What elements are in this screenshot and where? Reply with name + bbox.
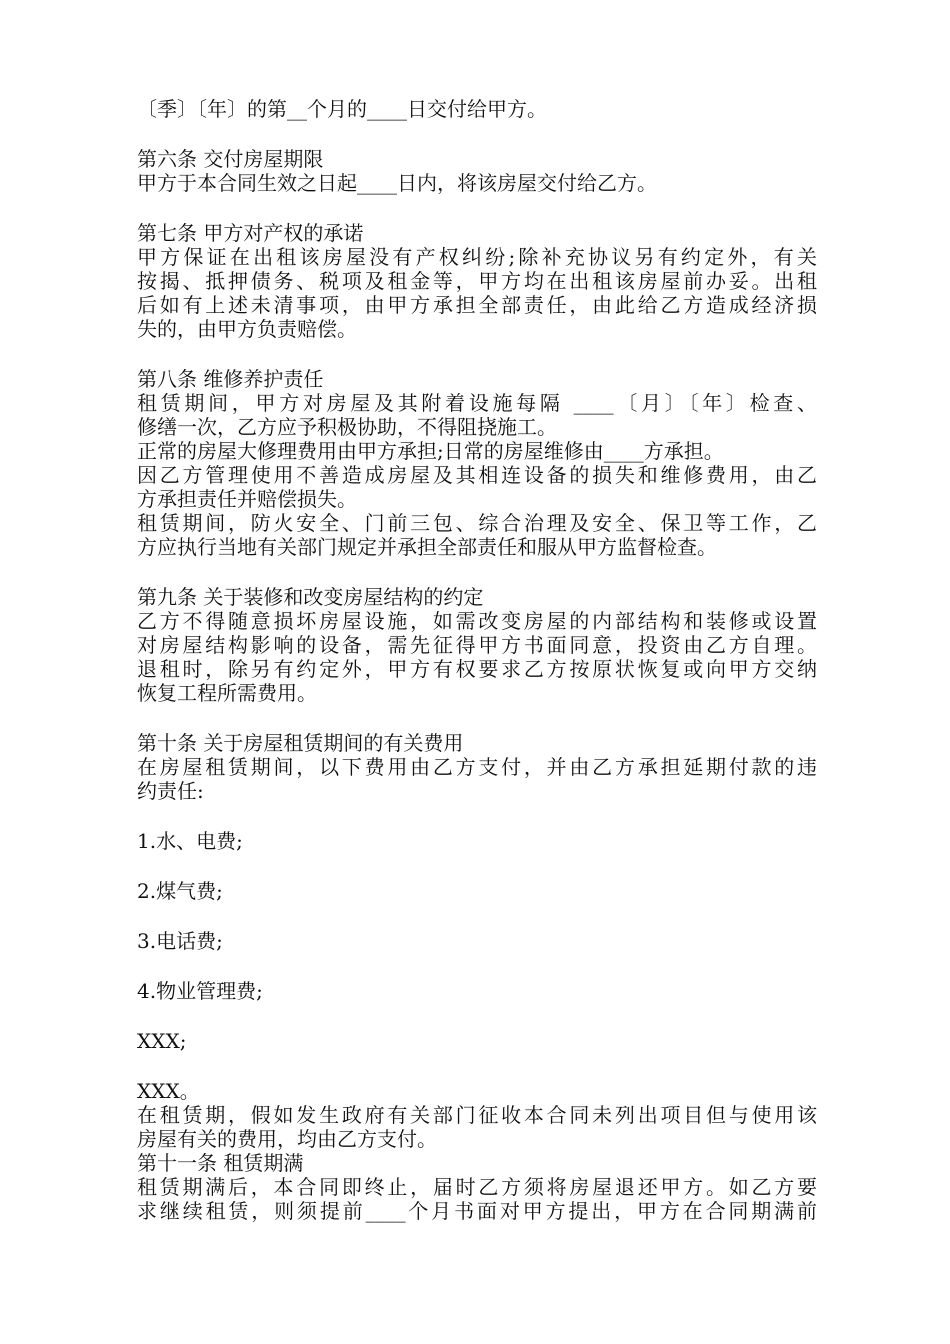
text-line: 方应执行当地有关部门规定并承担全部责任和服从甲方监督检查。 [137, 535, 717, 559]
text-line: 因乙方管理使用不善造成房屋及其相连设备的损失和维修费用，由乙 [137, 463, 817, 487]
text-line: 正常的房屋大修理费用由甲方承担;日常的房屋维修由____方承担。 [137, 439, 724, 463]
list-item: XXX。 [137, 1079, 200, 1103]
section-heading-article-11: 第十一条 租赁期满 [137, 1151, 304, 1175]
text-line: 退租时，除另有约定外，甲方有权要求乙方按原状恢复或向甲方交纳 [137, 657, 817, 681]
text-line: 方承担责任并赔偿损失。 [137, 487, 357, 511]
section-heading-article-6: 第六条 交付房屋期限 [137, 147, 324, 171]
list-item: 3.电话费; [137, 929, 223, 953]
document-page [137, 97, 817, 1223]
text-line: 甲方于本合同生效之日起____日内，将该房屋交付给乙方。 [137, 171, 657, 195]
text-line: 对房屋结构影响的设备，需先征得甲方书面同意，投资由乙方自理。 [137, 633, 817, 657]
text-line: 〔季〕〔年〕的第__个月的____日交付给甲方。 [137, 97, 547, 121]
text-line: 恢复工程所需费用。 [137, 681, 317, 705]
list-item: 2.煤气费; [137, 879, 223, 903]
text-line: 求继续租赁，则须提前____个月书面对甲方提出，甲方在合同期满前 [137, 1199, 817, 1223]
text-line: 失的，由甲方负责赔偿。 [137, 317, 357, 341]
section-heading-article-7: 第七条 甲方对产权的承诺 [137, 221, 364, 245]
list-item: 4.物业管理费; [137, 979, 263, 1003]
text-line: 租赁期间，防火安全、门前三包、综合治理及安全、保卫等工作，乙 [137, 511, 817, 535]
text-line: 修缮一次，乙方应予积极协助，不得阻挠施工。 [137, 415, 557, 439]
text-line: 按揭、抵押债务、税项及租金等，甲方均在出租该房屋前办妥。出租 [137, 269, 817, 293]
list-item: XXX; [137, 1029, 187, 1053]
text-line: 房屋有关的费用，均由乙方支付。 [137, 1127, 437, 1151]
section-heading-article-10: 第十条 关于房屋租赁期间的有关费用 [137, 731, 464, 755]
text-line: 乙方不得随意损坏房屋设施，如需改变房屋的内部结构和装修或设置 [137, 609, 817, 633]
section-heading-article-9: 第九条 关于装修和改变房屋结构的约定 [137, 585, 484, 609]
text-line: 在租赁期，假如发生政府有关部门征收本合同未列出项目但与使用该 [137, 1103, 817, 1127]
section-heading-article-8: 第八条 维修养护责任 [137, 367, 324, 391]
text-line: 租赁期满后，本合同即终止，届时乙方须将房屋退还甲方。如乙方要 [137, 1175, 817, 1199]
text-line: 甲方保证在出租该房屋没有产权纠纷;除补充协议另有约定外，有关 [137, 245, 817, 269]
text-line: 在房屋租赁期间，以下费用由乙方支付，并由乙方承担延期付款的违 [137, 755, 817, 779]
text-line: 后如有上述未清事项，由甲方承担全部责任，由此给乙方造成经济损 [137, 293, 817, 317]
text-line: 约责任: [137, 779, 204, 803]
text-line: 租赁期间，甲方对房屋及其附着设施每隔 ____〔月〕〔年〕检查、 [137, 391, 817, 415]
list-item: 1.水、电费; [137, 829, 243, 853]
